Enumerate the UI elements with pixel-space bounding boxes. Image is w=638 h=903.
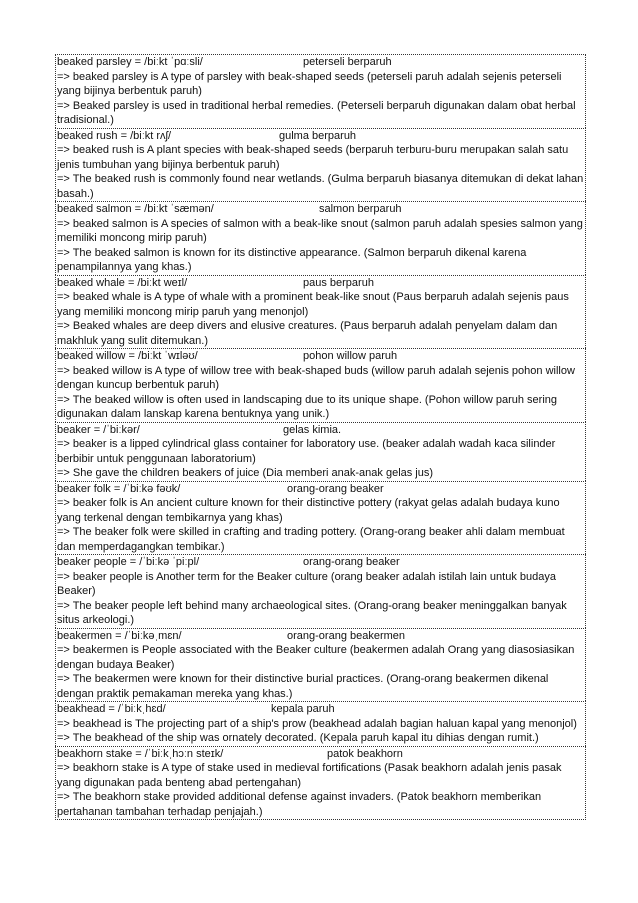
entry-headline (57, 276, 584, 291)
example-sentence-line: => The beaked willow is often used in landscaping due to its unique shape. (Pohon willow paruh sering digunakan dalam lanskap karena bentuknya yang unik.) (57, 393, 558, 420)
example-sentence-line: => The beaker people left behind many archaeological sites. (Orang-orang beaker meninggalkan banyak situs arkeologi.) (57, 599, 567, 626)
dictionary-entry (55, 628, 586, 702)
dictionary-entry (55, 481, 586, 555)
indonesian-translation: orang-orang beaker (287, 482, 384, 495)
dictionary-page (55, 54, 586, 820)
definition-line: => beaked willow is A type of willow tree with beak-shaped buds (willow paruh adalah sejenis pohon willow dengan kuncup berbentuk paruh) (57, 364, 575, 391)
dictionary-entry (55, 701, 586, 746)
headword-pronunciation: beakhorn stake = /ˈbiːkˌhɔːn steɪk/ (57, 747, 224, 760)
entry-headline (57, 55, 584, 70)
dictionary-entry (55, 275, 586, 349)
headword-pronunciation: beaked parsley = /biːkt ˈpɑːsli/ (57, 56, 203, 68)
headword-pronunciation: beaked willow = /biːkt ˈwɪləʊ/ (57, 350, 198, 362)
example-sentence-line: => She gave the children beakers of juice (Dia memberi anak-anak gelas jus) (57, 467, 434, 479)
dictionary-entry (55, 348, 586, 422)
entry-headline (57, 349, 584, 364)
indonesian-translation: pohon willow paruh (303, 350, 398, 362)
example-sentence-line: => The beaker folk were skilled in crafting and trading pottery. (Orang-orang beaker ahli dalam membuat dan memperdagangkan tembikar.) (57, 526, 565, 553)
entry-headline (57, 202, 584, 217)
indonesian-translation: gulma berparuh (279, 129, 357, 142)
headword-pronunciation: beaked salmon = /biːkt ˈsæmən/ (57, 203, 214, 215)
indonesian-translation: salmon berparuh (319, 203, 402, 215)
headword-pronunciation: beaker folk = /ˈbiːkə fəʊk/ (57, 482, 181, 495)
example-sentence-line: => The beakhead of the ship was ornately decorated. (Kepala paruh kapal itu dihias dengan rumit.) (57, 732, 539, 744)
entry-headline (57, 423, 584, 438)
definition-line: => beakermen is People associated with the Beaker culture (beakermen adalah Orang yang diasosiasikan dengan budaya Beaker) (57, 644, 575, 671)
example-sentence-line: => Beaked parsley is used in traditional herbal remedies. (Peterseli berparuh digunakan dalam obat herbal tradisional.) (57, 99, 576, 126)
indonesian-translation: kepala paruh (271, 703, 335, 715)
headword-pronunciation: beaked rush = /biːkt rʌʃ/ (57, 129, 172, 142)
definition-line: => beakhead is The projecting part of a ship's prow (beakhead adalah bagian haluan kapal yang menonjol) (57, 717, 577, 730)
headword-pronunciation: beakermen = /ˈbiːkəˌmɛn/ (57, 629, 182, 642)
dictionary-entry (55, 128, 586, 202)
dictionary-entry (55, 422, 586, 481)
entry-headline (57, 629, 584, 644)
definition-line: => beakhorn stake is A type of stake used in medieval fortifications (Pasak beakhorn adalah jenis pasak yang digunakan pada benteng abad pertengahan) (57, 762, 562, 789)
indonesian-translation: gelas kimia. (283, 423, 342, 436)
entry-headline (57, 555, 584, 570)
definition-line: => beaked rush is A plant species with beak-shaped seeds (berparuh terburu-buru merupakan salah satu jenis tumbuhan yang bijinya berbentuk paruh) (57, 144, 569, 171)
example-sentence-line: => The beaked salmon is known for its distinctive appearance. (Salmon berparuh dikenal karena penampilannya yang khas.) (57, 246, 527, 273)
definition-line: => beaker folk is An ancient culture known for their distinctive pottery (rakyat gelas adalah budaya kuno yang terkenal dengan tembikarnya yang khas) (57, 497, 560, 524)
indonesian-translation: peterseli berparuh (303, 56, 392, 68)
definition-line: => beaker people is Another term for the Beaker culture (orang beaker adalah istilah lain untuk budaya Beaker) (57, 570, 556, 597)
definition-line: => beaker is a lipped cylindrical glass container for laboratory use. (beaker adalah wadah kaca silinder berbibir untuk penggunaan laboratorium) (57, 438, 556, 465)
dictionary-entry (55, 554, 586, 628)
example-sentence-line: => The beaked rush is commonly found near wetlands. (Gulma berparuh biasanya ditemukan di dekat lahan basah.) (57, 173, 584, 200)
entry-headline (57, 702, 584, 717)
entry-headline (57, 482, 584, 497)
definition-line: => beaked parsley is A type of parsley with beak-shaped seeds (peterseli paruh adalah sejenis peterseli yang bijinya berbentuk paruh) (57, 70, 562, 97)
headword-pronunciation: beaker = /ˈbiːkər/ (57, 423, 140, 436)
headword-pronunciation: beaker people = /ˈbiːkə ˈpiːpl/ (57, 556, 200, 568)
dictionary-entry (55, 54, 586, 128)
indonesian-translation: paus berparuh (303, 276, 374, 289)
example-sentence-line: => The beakermen were known for their distinctive burial practices. (Orang-orang beakermen dikenal dengan praktik pemakaman mereka yang khas.) (57, 673, 549, 700)
indonesian-translation: patok beakhorn (327, 747, 403, 760)
definition-line: => beaked whale is A type of whale with a prominent beak-like snout (Paus berparuh adalah sejenis paus yang memiliki moncong mirip paruh yang menonjol) (57, 291, 569, 318)
headword-pronunciation: beaked whale = /biːkt weɪl/ (57, 276, 188, 289)
dictionary-entry (55, 201, 586, 275)
example-sentence-line: => The beakhorn stake provided additional defense against invaders. (Patok beakhorn memberikan pertahanan tambahan terhadap penjajah.) (57, 791, 542, 818)
example-sentence-line: => Beaked whales are deep divers and elusive creatures. (Paus berparuh adalah penyelam dalam dan makhluk yang sulit ditemukan.) (57, 320, 558, 347)
headword-pronunciation: beakhead = /ˈbiːkˌhɛd/ (57, 703, 166, 715)
dictionary-entry (55, 746, 586, 821)
indonesian-translation: orang-orang beakermen (287, 629, 406, 642)
entry-headline (57, 129, 584, 144)
entry-headline (57, 747, 584, 762)
indonesian-translation: orang-orang beaker (303, 556, 400, 568)
definition-line: => beaked salmon is A species of salmon with a beak-like snout (salmon paruh adalah spesies salmon yang memiliki moncong mirip paruh) (57, 217, 583, 244)
